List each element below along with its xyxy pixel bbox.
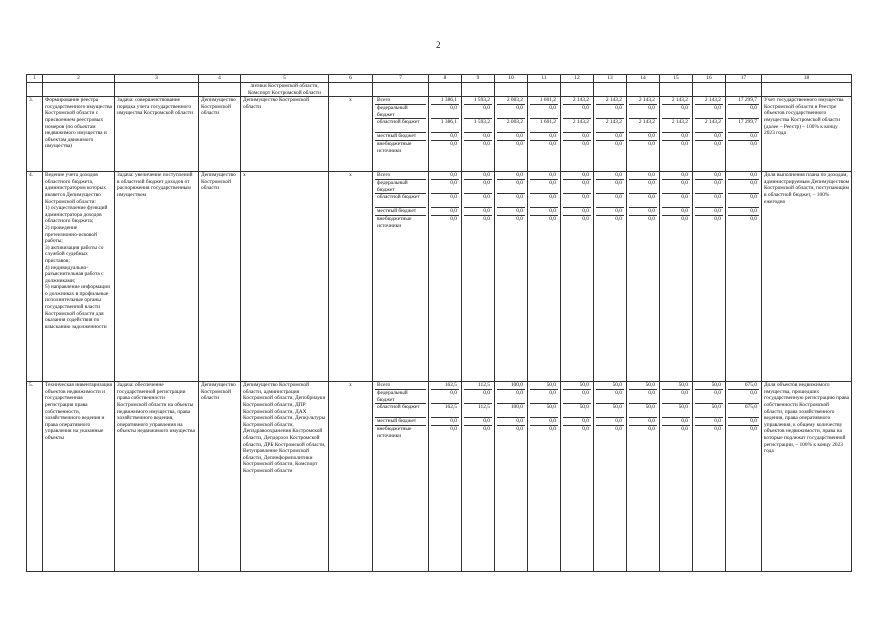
funding-value: 0,0 — [629, 180, 657, 194]
funding-value: 1 601,2 — [530, 97, 558, 105]
funding-value: 0,0 — [662, 133, 690, 141]
funding-value: 1 386,1 — [431, 119, 459, 133]
funding-value: 0,0 — [596, 208, 624, 216]
funding-value: 0,0 — [629, 133, 657, 141]
funding-value: 0,0 — [728, 105, 759, 119]
funding-source-label: федеральный бюджет — [375, 390, 426, 404]
funding-values-column — [561, 172, 594, 382]
funding-source-label: внебюджетные источники — [377, 216, 412, 229]
funding-value: 0,0 — [615, 216, 622, 223]
funding-value: 2 143,2 — [662, 119, 690, 133]
funding-value: 50,0 — [662, 404, 690, 418]
funding-value: 0,0 — [431, 390, 459, 404]
funding-value: 0,0 — [728, 208, 759, 216]
funding-values-column — [693, 172, 726, 382]
funding-values-column — [561, 382, 594, 572]
funding-value: 0,0 — [431, 180, 459, 194]
funding-value: 2 143,2 — [695, 97, 723, 105]
funding-value: 0,0 — [750, 426, 757, 433]
funding-values-column — [429, 382, 462, 572]
funding-values-column — [462, 382, 495, 572]
funding-value: 2 003,2 — [497, 119, 525, 133]
funding-value: 0,0 — [483, 141, 490, 148]
funding-value: 50,0 — [662, 382, 690, 390]
funding-value: 0,0 — [662, 172, 690, 180]
funding-value: 0,0 — [629, 105, 657, 119]
funding-value: 0,0 — [728, 418, 759, 426]
funding-source-label: Всего — [375, 382, 426, 390]
page-number: 2 — [436, 40, 441, 50]
column-number: 17 — [726, 75, 762, 83]
funding-value: 162,5 — [431, 404, 459, 418]
funding-value: 0,0 — [563, 105, 591, 119]
funding-value: 112,5 — [464, 382, 492, 390]
funding-values-column — [726, 97, 762, 172]
funding-value: 0,0 — [464, 133, 492, 141]
funding-value: 0,0 — [464, 208, 492, 216]
funding-value: 0,0 — [615, 141, 622, 148]
funding-value: 0,0 — [530, 105, 558, 119]
column-number: 18 — [762, 75, 852, 83]
funding-value: 0,0 — [695, 208, 723, 216]
column-number: 14 — [627, 75, 660, 83]
row-number: 4. — [27, 172, 43, 382]
funding-sources — [373, 172, 429, 382]
funding-values-column — [726, 172, 762, 382]
funding-value: 50,0 — [596, 382, 624, 390]
funding-values-column — [660, 97, 693, 172]
co-executors: х — [241, 172, 329, 382]
funding-sources — [373, 97, 429, 172]
funding-values-column — [594, 172, 627, 382]
funding-values-column — [528, 97, 561, 172]
measure-row — [27, 382, 852, 572]
continued-co-executors: литики Костромской области, Комспорт Костромской области — [241, 83, 329, 97]
funding-value: 0,0 — [497, 390, 525, 404]
funding-value: 0,0 — [549, 141, 556, 148]
funding-value: 0,0 — [563, 390, 591, 404]
funding-source-label: областной бюджет — [375, 404, 426, 418]
funding-source-label: местный бюджет — [375, 418, 426, 426]
funding-values-column — [528, 172, 561, 382]
funding-value: 0,0 — [549, 426, 556, 433]
funding-value: 17 299,7 — [728, 119, 759, 133]
funding-values-column — [660, 172, 693, 382]
funding-value: 50,0 — [629, 382, 657, 390]
funding-value: 0,0 — [516, 426, 523, 433]
funding-value: 50,0 — [596, 404, 624, 418]
funding-value: 0,0 — [695, 133, 723, 141]
funding-values-column — [726, 382, 762, 572]
funding-value: 0,0 — [563, 180, 591, 194]
funding-value: 0,0 — [596, 180, 624, 194]
funding-value: 100,0 — [497, 404, 525, 418]
funding-value: 0,0 — [483, 216, 490, 223]
column-number: 6 — [329, 75, 373, 83]
funding-value: 0,0 — [431, 418, 459, 426]
funding-value: 2 143,2 — [596, 119, 624, 133]
funding-value: 0,0 — [648, 141, 655, 148]
funding-value: 0,0 — [530, 194, 558, 208]
co-executors: Депимущество Костромской области, администрация Костромской области, Депобрнауки Костромской области, ДПР Костромской области, ДАХ Костромской области, Депкультуры Костромской области, Депздравоохранения Костромской области, Депдорхоз Костромской области, ДРБ Костромской области, Ветуправление Костромской области, Депинформполитики Костромской области, Комспорт Костромской области — [241, 382, 329, 572]
funding-value: 2 143,2 — [563, 119, 591, 133]
funding-value: 0,0 — [582, 141, 589, 148]
funding-values-column — [693, 97, 726, 172]
funding-value: 50,0 — [695, 404, 723, 418]
funding-value: 2 143,2 — [596, 97, 624, 105]
measure-name: Техническая инвентаризация объектов недвижимости и государственная регистрация права собственности, хозяйственного ведения и права оперативного управления на указанные объекты — [43, 382, 115, 572]
funding-value: 0,0 — [563, 133, 591, 141]
funding-value: 2 003,2 — [497, 97, 525, 105]
funding-value: 2 143,2 — [662, 97, 690, 105]
funding-value: 0,0 — [530, 418, 558, 426]
funding-values-column — [627, 172, 660, 382]
funding-value: 0,0 — [596, 418, 624, 426]
funding-value: 1 386,1 — [431, 97, 459, 105]
column-number: 16 — [693, 75, 726, 83]
funding-value: 0,0 — [563, 194, 591, 208]
funding-source-label: областной бюджет — [375, 119, 426, 133]
funding-source-label: внебюджетные источники — [377, 426, 412, 439]
funding-value: 0,0 — [615, 426, 622, 433]
funding-value: 0,0 — [662, 418, 690, 426]
funding-source-label: местный бюджет — [375, 133, 426, 141]
expected-result: Доля объектов недвижимого имущества, прошедших государственную регистрацию права собственности Костромской области, права хозяйственного ведения, права оперативного управления, к общему количеству объектов недвижимости, права на которые подлежат государственной регистрации, – 100% к концу 2023 года — [762, 382, 852, 572]
expected-result: Доля выполнения плана по доходам, администрируемым Депимуществом Костромской области, поступающим в областной бюджет, – 100% ежегодно — [762, 172, 852, 382]
funding-value: 0,0 — [728, 133, 759, 141]
funding-values-column — [462, 97, 495, 172]
funding-value: 0,0 — [431, 172, 459, 180]
funding-value: 162,5 — [431, 382, 459, 390]
funding-value: 0,0 — [662, 208, 690, 216]
funding-values-column — [495, 97, 528, 172]
funding-value: 0,0 — [662, 194, 690, 208]
funding-value: 0,0 — [596, 133, 624, 141]
column-number: 9 — [462, 75, 495, 83]
funding-value: 0,0 — [662, 180, 690, 194]
funding-value: 0,0 — [728, 180, 759, 194]
funding-value: 0,0 — [695, 172, 723, 180]
funding-value: 0,0 — [695, 418, 723, 426]
funding-value: 0,0 — [530, 208, 558, 216]
funding-value: 0,0 — [497, 105, 525, 119]
funding-value: 0,0 — [530, 172, 558, 180]
funding-value: 0,0 — [464, 418, 492, 426]
funding-value: 0,0 — [629, 208, 657, 216]
program-table — [26, 74, 852, 572]
funding-value: 0,0 — [728, 172, 759, 180]
funding-value: 0,0 — [662, 390, 690, 404]
column-6-value: х — [329, 382, 373, 572]
funding-values-column — [627, 382, 660, 572]
funding-value: 0,0 — [497, 133, 525, 141]
column-number: 1 — [27, 75, 43, 83]
funding-value: 0,0 — [728, 194, 759, 208]
funding-values-column — [429, 97, 462, 172]
column-number: 8 — [429, 75, 462, 83]
funding-values-column — [594, 382, 627, 572]
funding-value: 0,0 — [750, 216, 757, 223]
funding-value: 0,0 — [497, 180, 525, 194]
funding-value: 0,0 — [464, 194, 492, 208]
funding-value: 100,0 — [497, 382, 525, 390]
funding-value: 0,0 — [450, 426, 457, 433]
funding-value: 2 143,2 — [629, 97, 657, 105]
funding-values-column — [495, 382, 528, 572]
funding-value: 0,0 — [497, 172, 525, 180]
measure-row — [27, 172, 852, 382]
funding-value: 0,0 — [714, 426, 721, 433]
column-6-value: х — [329, 97, 373, 172]
funding-value: 0,0 — [497, 194, 525, 208]
column-6-value: х — [329, 172, 373, 382]
funding-value: 0,0 — [431, 133, 459, 141]
column-number: 10 — [495, 75, 528, 83]
measure-name: Формирование реестра государственного имущества Костромской области с присвоением реестровых номеров (по объектам недвижимого имущества и объектам движимого имущества) — [43, 97, 115, 172]
funding-value: 1 601,2 — [530, 119, 558, 133]
funding-values-column — [495, 172, 528, 382]
funding-value: 0,0 — [714, 216, 721, 223]
row-number: 3. — [27, 97, 43, 172]
funding-value: 112,5 — [464, 404, 492, 418]
responsible-executor: Депимущество Костромской области — [199, 97, 241, 172]
funding-value: 2 143,2 — [695, 119, 723, 133]
funding-source-label: Всего — [375, 172, 426, 180]
funding-value: 0,0 — [695, 105, 723, 119]
funding-value: 0,0 — [728, 390, 759, 404]
funding-value: 0,0 — [648, 216, 655, 223]
funding-source-label: местный бюджет — [375, 208, 426, 216]
measure-row — [27, 97, 852, 172]
funding-value: 0,0 — [516, 216, 523, 223]
funding-value: 0,0 — [530, 180, 558, 194]
continuation-row — [27, 83, 852, 97]
funding-value: 0,0 — [530, 390, 558, 404]
funding-value: 0,0 — [629, 194, 657, 208]
funding-source-label: областной бюджет — [375, 194, 426, 208]
funding-value: 0,0 — [714, 141, 721, 148]
column-number: 3 — [115, 75, 199, 83]
funding-value: 2 143,2 — [629, 119, 657, 133]
funding-source-label: федеральный бюджет — [375, 180, 426, 194]
measure-name: Ведение учета доходов областного бюджета, администратором которых является Депимущество Костромской области: 1) осуществление функций администратора доходов областного бюджета; 2) проведение претензионно-исковой работы; 3) активизация работы со службой судебных приставов; 4) индивидуально-разъяснительная работа с должниками; 5) направление информации о должниках в профильные исполнительные органы государственной власти Костромской области для оказания содействия по взысканию задолженности — [43, 172, 115, 382]
column-number: 11 — [528, 75, 561, 83]
column-number: 13 — [594, 75, 627, 83]
funding-value: 0,0 — [582, 216, 589, 223]
funding-value: 0,0 — [662, 105, 690, 119]
funding-value: 0,0 — [563, 172, 591, 180]
funding-value: 0,0 — [563, 208, 591, 216]
funding-value: 0,0 — [596, 390, 624, 404]
task-text: Задача: обеспечение государственной регистрации права собственности Костромской области на объекты недвижимого имущества, права хозяйственного ведения, оперативного управления на объекты недвижимого имущества — [115, 382, 199, 572]
funding-source-label: Всего — [375, 97, 426, 105]
funding-value: 0,0 — [549, 216, 556, 223]
task-text: Задача: увеличение поступлений в областной бюджет доходов от распоряжения государственным имуществом — [115, 172, 199, 382]
funding-value: 0,0 — [464, 180, 492, 194]
funding-value: 0,0 — [464, 172, 492, 180]
funding-value: 0,0 — [629, 172, 657, 180]
funding-value: 0,0 — [431, 105, 459, 119]
funding-value: 0,0 — [681, 216, 688, 223]
funding-value: 1 593,2 — [464, 97, 492, 105]
funding-value: 0,0 — [695, 180, 723, 194]
funding-values-column — [429, 172, 462, 382]
funding-sources — [373, 382, 429, 572]
funding-values-column — [660, 382, 693, 572]
funding-values-column — [627, 97, 660, 172]
funding-value: 0,0 — [582, 426, 589, 433]
column-number: 4 — [199, 75, 241, 83]
column-number: 12 — [561, 75, 594, 83]
responsible-executor: Депимущество Костромской области — [199, 172, 241, 382]
measure-rows — [27, 97, 852, 572]
funding-value: 0,0 — [497, 418, 525, 426]
column-number: 15 — [660, 75, 693, 83]
funding-values-column — [693, 382, 726, 572]
funding-value: 50,0 — [563, 382, 591, 390]
funding-value: 0,0 — [629, 390, 657, 404]
funding-value: 17 299,7 — [728, 97, 759, 105]
funding-value: 0,0 — [596, 172, 624, 180]
funding-value: 0,0 — [695, 390, 723, 404]
funding-value: 50,0 — [563, 404, 591, 418]
funding-value: 50,0 — [695, 382, 723, 390]
funding-values-column — [462, 172, 495, 382]
funding-source-label: внебюджетные источники — [377, 141, 412, 154]
column-number: 7 — [373, 75, 429, 83]
row-number: 5. — [27, 382, 43, 572]
funding-value: 0,0 — [483, 426, 490, 433]
funding-values-column — [594, 97, 627, 172]
funding-value: 0,0 — [596, 194, 624, 208]
funding-value: 50,0 — [629, 404, 657, 418]
funding-value: 50,0 — [530, 382, 558, 390]
column-number-row — [27, 75, 852, 83]
funding-value: 0,0 — [530, 133, 558, 141]
funding-value: 0,0 — [750, 141, 757, 148]
funding-value: 0,0 — [681, 141, 688, 148]
funding-value: 0,0 — [516, 141, 523, 148]
column-number: 5 — [241, 75, 329, 83]
funding-values-column — [561, 97, 594, 172]
funding-value: 675,0 — [728, 382, 759, 390]
expected-result: Учет государственного имущества Костромской области в Реестре объектов государственного имущества Костромской области (далее – Реестр) – 100% к концу 2023 года — [762, 97, 852, 172]
funding-value: 0,0 — [464, 105, 492, 119]
funding-value: 0,0 — [695, 194, 723, 208]
funding-source-label: федеральный бюджет — [375, 105, 426, 119]
funding-value: 0,0 — [648, 426, 655, 433]
funding-value: 0,0 — [681, 426, 688, 433]
funding-value: 0,0 — [450, 141, 457, 148]
column-number: 2 — [43, 75, 115, 83]
funding-value: 0,0 — [431, 208, 459, 216]
funding-value: 0,0 — [450, 216, 457, 223]
funding-value: 50,0 — [530, 404, 558, 418]
funding-value: 675,0 — [728, 404, 759, 418]
funding-value: 0,0 — [563, 418, 591, 426]
funding-values-column — [528, 382, 561, 572]
funding-value: 0,0 — [497, 208, 525, 216]
co-executors: Депимущество Костромской области — [241, 97, 329, 172]
funding-value: 0,0 — [464, 390, 492, 404]
task-text: Задача: совершенствование порядка учета государственного имущества Костромской области — [115, 97, 199, 172]
funding-value: 0,0 — [629, 418, 657, 426]
funding-value: 1 593,2 — [464, 119, 492, 133]
funding-value: 0,0 — [431, 194, 459, 208]
responsible-executor: Депимущество Костромской области — [199, 382, 241, 572]
funding-value: 2 143,2 — [563, 97, 591, 105]
funding-value: 0,0 — [596, 105, 624, 119]
